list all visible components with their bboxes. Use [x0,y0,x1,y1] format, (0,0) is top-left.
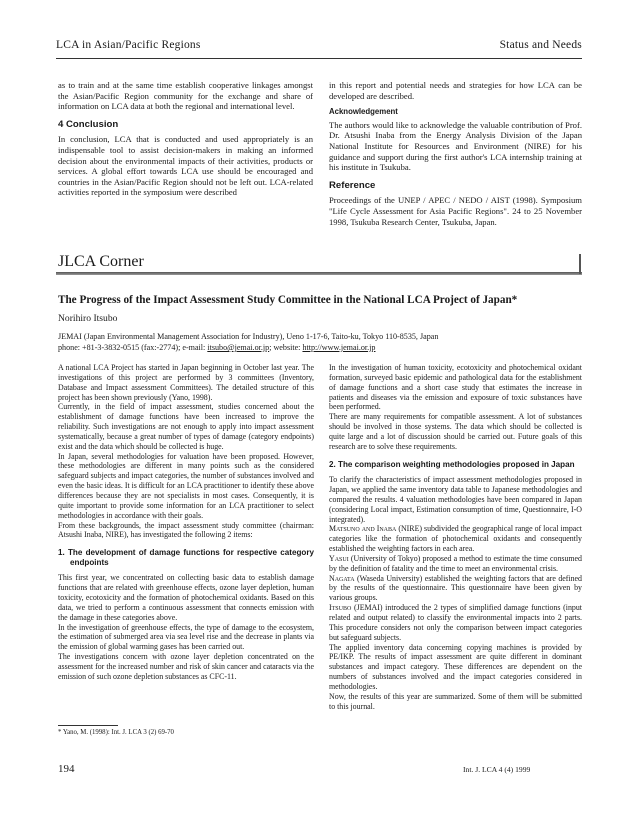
author-name: Nagata [329,573,355,583]
page-number: 194 [58,763,75,775]
author-affiliation [58,331,588,353]
left-paragraph-2: Currently, in the field of impact assessment, studies concerned about the establishment of damage functions have been increased to improve the reliability. Such investigations are not enough to apply into impact assessment systematically, because a great number of types of damage (category endpoints) exist and the data which should be collected is huge. [58,402,314,451]
right-paragraph-1: In the investigation of human toxicity, ecotoxicity and photochemical oxidant formation, surveyed basic epidemic and pathological data for the establishment of damage functions and a short case study that estimates the increase in patients and diseases via the emission and exposure of toxic substances have been performed. [329,363,582,412]
corner-title: JLCA Corner [58,253,144,270]
email-link[interactable]: itsubo@jemai.or.jp [207,343,270,352]
journal-reference: Int. J. LCA 4 (4) 1999 [463,765,531,774]
top-left-column [58,80,313,198]
left-paragraph-4: From these backgrounds, the impact assessment study committee (chairman: Atsushi Inaba, NIRE), has investigated the following 2 items: [58,520,314,540]
corner-rule [56,272,582,275]
article-title: The Progress of the Impact Assessment Study Committee in the National LCA Project of Japan* [58,294,518,306]
article-right-column [329,363,582,711]
right-paragraph-7: Itsubo (JEMAI) introduced the 2 types of simplified damage functions (input related and output related) to classify the environmental impacts into 2 parts. This procedure considers not only the comparison between impact categories but safeguard subjects. [329,603,582,642]
right-paragraph-8: The applied inventory data concerning copying machines is provided by PE/IKP. The results of impact assessment are quite different in dominant substances and impact category. These differences are dependent on the numbers of substances involved and the impact categories considered in methodologies. [329,642,582,691]
left-paragraph-5: This first year, we concentrated on collecting basic data to establish damage functions that are related with greenhouse effects, ozone layer depletion, human toxicity, ecotoxicity and the formation of photochemical oxidants. Based on this data, we tried to perform a continuous assessment that connects emission with the damage in these categories above. [58,573,314,622]
acknowledgement-text: The authors would like to acknowledge the valuable contribution of Prof. Dr. Atsushi Inaba from the Energy Analysis Division of the Japan National Institute for Resources and Environment (NIRE) for his guidance and support during the first author's LCA internship training at his institute in Tsukuba. [329,119,582,173]
website-link[interactable]: http://www.jemai.or.jp [302,343,376,352]
corner-rule-end [579,254,581,274]
article-author: Norihiro Itsubo [58,313,118,324]
right-paragraph-9: Now, the results of this year are summarized. Some of them will be submitted to this journal. [329,691,582,711]
author-name: Matsuno and Inaba [329,524,397,534]
right-paragraph-5: Yasui (University of Tokyo) proposed a method to estimate the time consumed by the definition of fatality and the time to meet an environmental crisis. [329,553,582,573]
top-right-intro: in this report and potential needs and strategies for how LCA can be developed are described. [329,80,582,101]
left-paragraph-7: The investigations concern with ozone layer depletion concentrated on the assessment for the increased number and risk of skin cancer and cataracts via the emission of such ozone depletion substances as CFC-11. [58,652,314,681]
running-header [56,34,582,59]
left-paragraph-1: A national LCA Project has started in Japan beginning in October last year. The investigations of this project are performed by 3 committees (Inventory, Database and Impact assessment Committees). The detailed structure of this project has been shown previously (Yano, 1998). [58,363,314,402]
website-label: ; website: [269,343,303,352]
conclusion-text: In conclusion, LCA that is conducted and used appropriately is an indispensable tool to assist decision-makers in making an informed decision about the environmental impacts of their activities, products or services. A global effort towards LCA use should be encouraged and countries in the Asian/Pacific Region should not be left out. LCA-related activities reported in the symposium were described [58,134,313,198]
contact-phone: phone: +81-3-3832-0515 (fax:-2774); e-mail: [58,343,208,352]
acknowledgement-heading: Acknowledgement [329,107,398,117]
right-paragraph-4: Matsuno and Inaba (NIRE) subdivided the geographical range of local impact categories like the formation of photochemical oxidants and consequently established the weighting factors in each area. [329,524,582,554]
section-2-heading: 2. The comparison weighting methodologies proposed in Japan [329,459,575,469]
author-name: Yasui [329,553,349,563]
running-header-left: LCA in Asian/Pacific Regions [56,39,201,51]
footnote: * Yano, M. (1998): Int. J. LCA 3 (2) 69-70 [58,729,174,736]
right-paragraph-2: There are many requirements for compatible assessment. A lot of substances should be involved in those systems. The data which should be collected is quite large and a lot of discussion should be carried out. Future goals of this research are to solve these requirements. [329,412,582,451]
section-1-heading: 1. The development of damage functions for respective category endpoints [58,548,314,567]
left-paragraph-3: In Japan, several methodologies for valuation have been proposed. However, these methodologies are different in many points such as the considered safeguard subjects and impact categories, the number of substances involved and even the basic ideas. It is difficult for an LCA practitioner to identify these above differences because they are not specialists in most cases. Consequently, it is quite important to provide some information for an LCA practitioner to select methodologies in accordance with their goals. [58,451,315,520]
footnote-rule [58,725,118,726]
top-right-column [329,80,582,227]
article-left-column [58,363,314,682]
top-left-paragraph: as to train and at the same time establish cooperative linkages amongst the Asian/Pacific Region community for the exchange and share of information on LCA data at both the regional and international level. [58,80,313,112]
reference-heading: Reference [329,179,376,191]
conclusion-heading: 4 Conclusion [58,118,119,130]
running-header-right: Status and Needs [499,39,582,51]
author-name: Itsubo [329,603,352,613]
right-paragraph-6: Nagata (Waseda University) established the weighting factors that are defined by the results of the questionnaire. This questionnaire have been given by various groups. [329,573,582,603]
left-paragraph-6: In the investigation of greenhouse effects, the type of damage to the ecosystem, the estimation of submerged area via sea level rise and the decrease in plants via the emission of global warming gases has been carried out. [58,622,314,652]
contact-line [58,342,588,353]
affiliation-line: JEMAI (Japan Environmental Management Association for Industry), Ueno 1-17-6, Taito-ku, Tokyo 110-8535, Japan [58,332,439,341]
right-paragraph-3: To clarify the characteristics of impact assessment methodologies proposed in Japan, we applied the same inventory data table to Japanese methodologies and compared the results. 4 valuation methodologies have been compared in Japan (considering Local impact, Estimation consumption of time, Questionnaire, I-O integrated). [329,475,582,524]
reference-text: Proceedings of the UNEP / APEC / NEDO / AIST (1998). Symposium "Life Cycle Assessment for Asia Pacific Regions". 24 to 25 November 1998, Tsukuba Research Center, Tsukuba, Japan. [329,195,582,227]
